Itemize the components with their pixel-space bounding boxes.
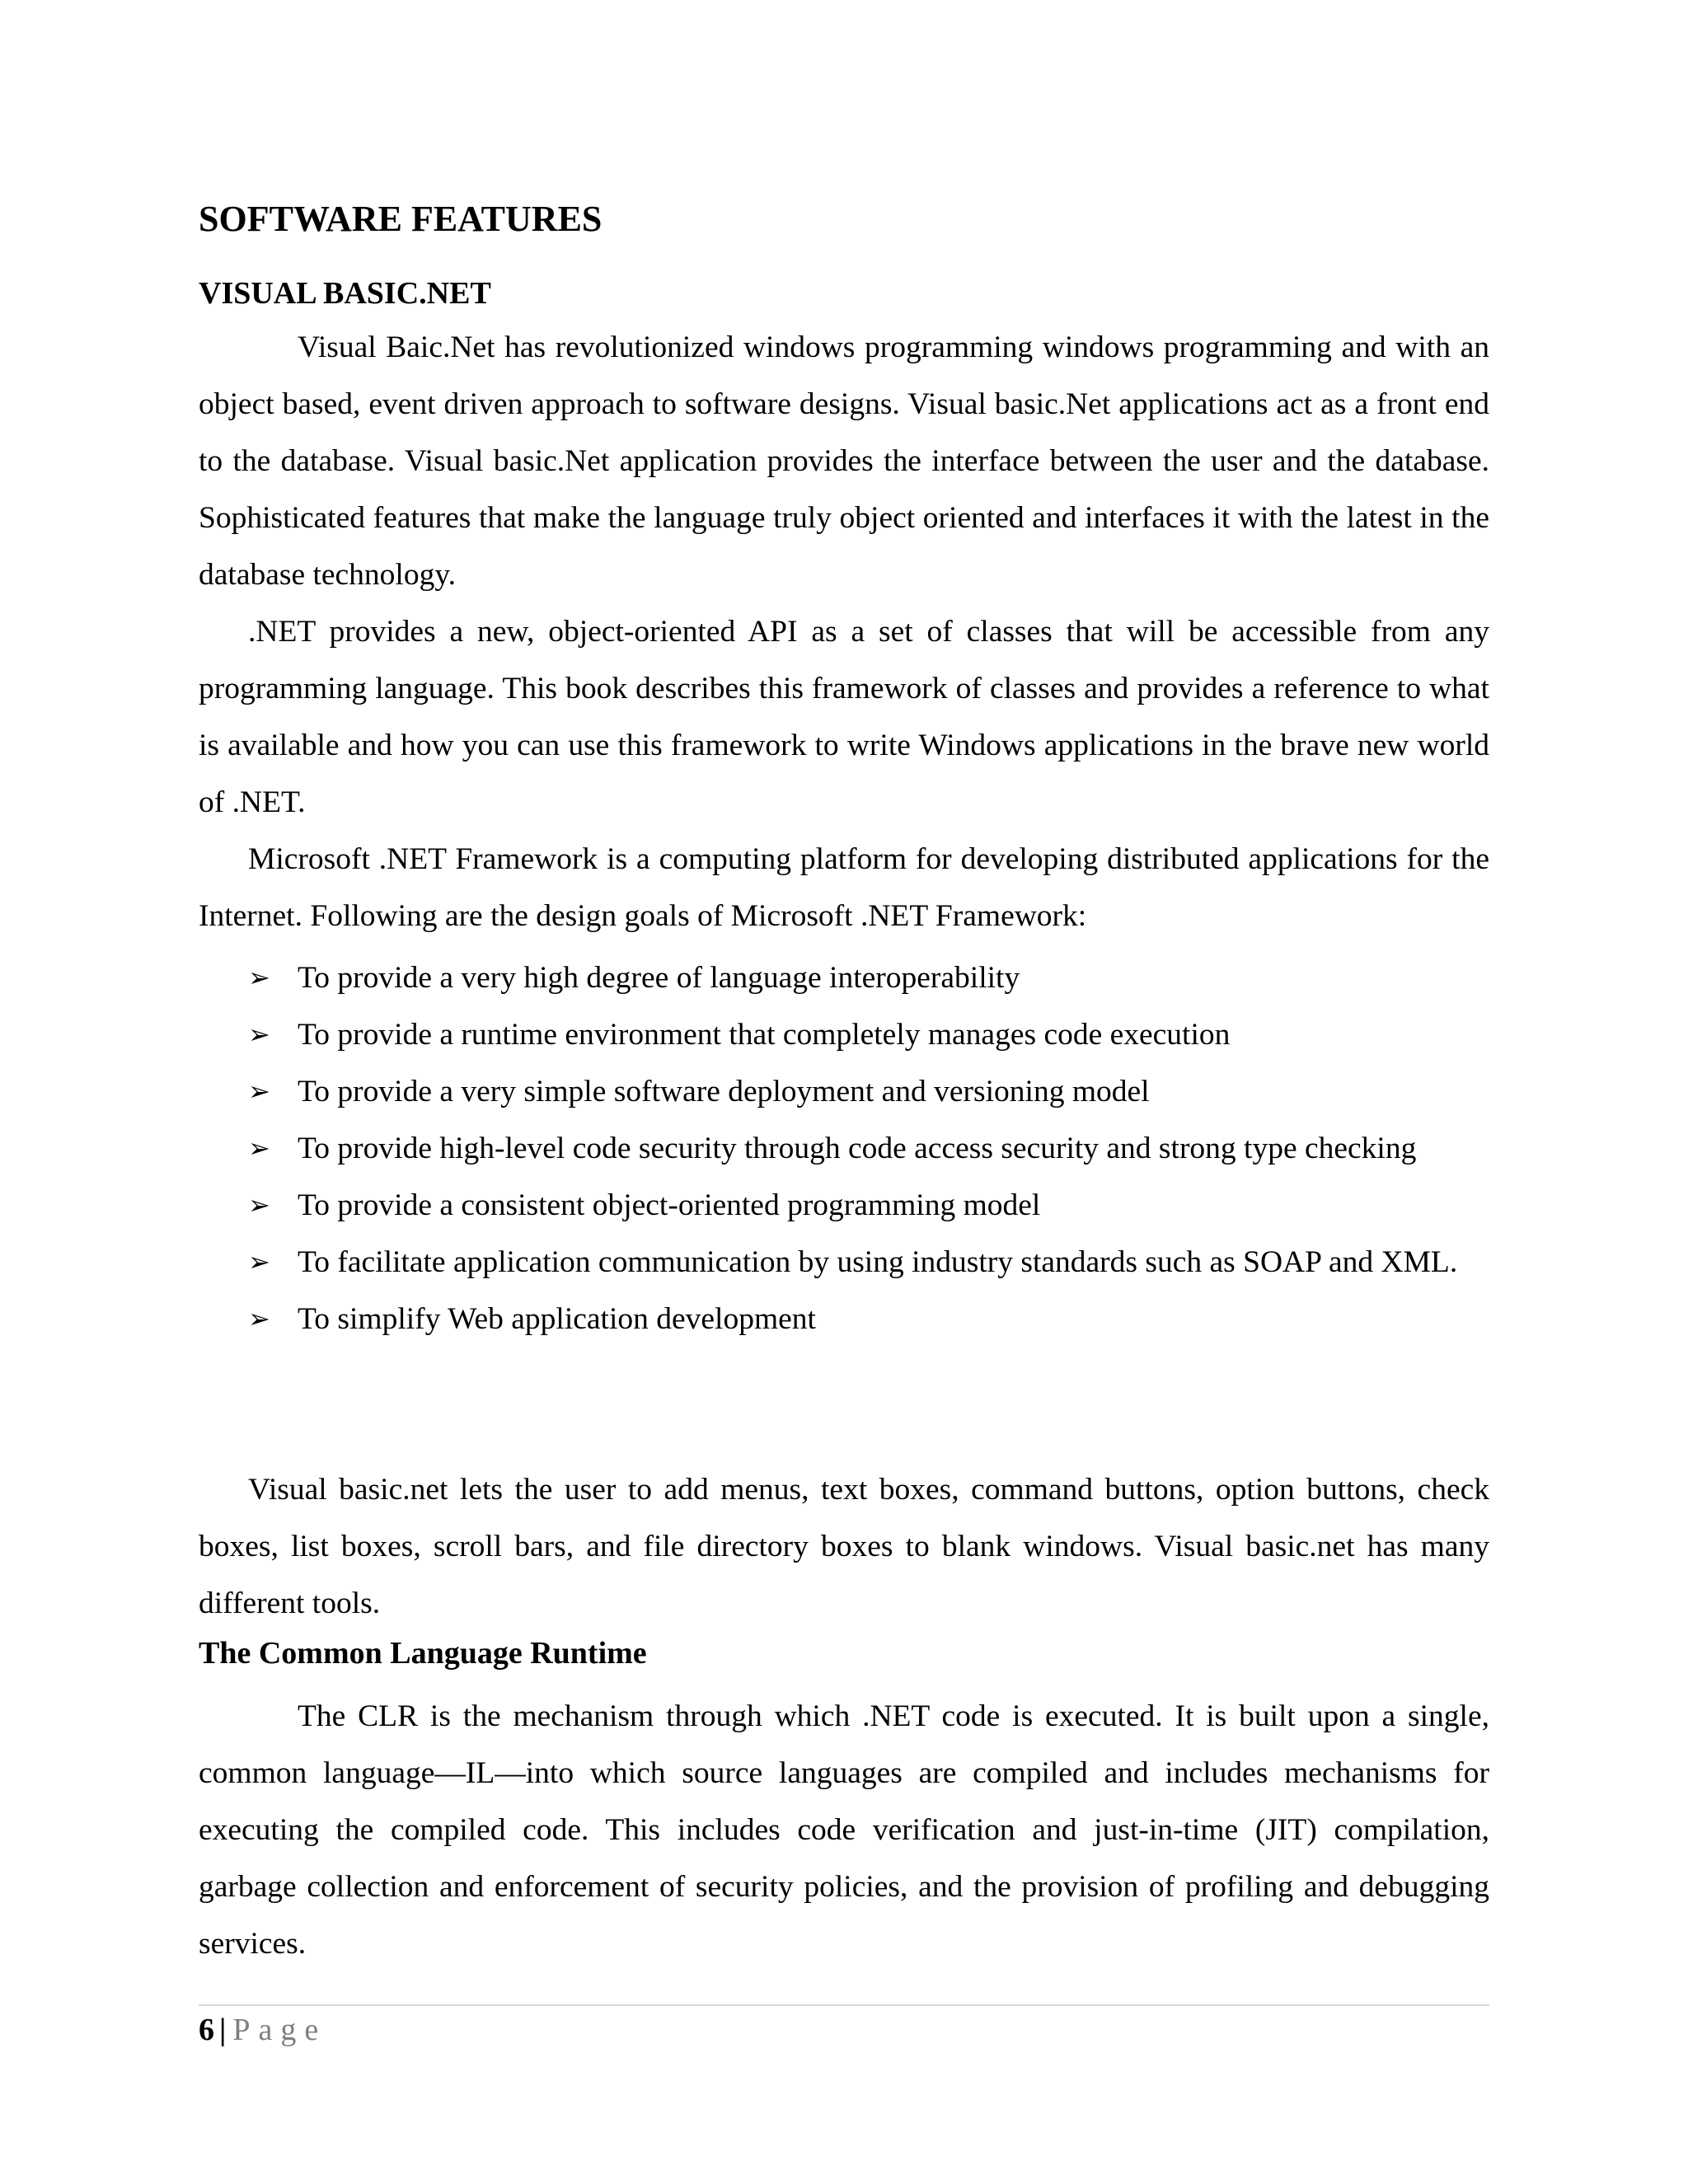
list-item bbox=[199, 1063, 1489, 1120]
page-label: Page bbox=[232, 2013, 327, 2047]
list-item-text: To provide high-level code security through code access security and strong type checking bbox=[298, 1132, 1417, 1165]
paragraph-clr: The CLR is the mechanism through which .NET code is executed. It is built upon a single, common language—IL—into which source languages are compiled and includes mechanisms for executing the compiled code. This includes code verification and just-in-time (JIT) compilation, garbage collection and enforcement of security policies, and the provision of profiling and debugging services. bbox=[199, 1699, 1489, 1961]
page-footer bbox=[199, 2009, 326, 2050]
list-item bbox=[199, 1006, 1489, 1063]
page-number: 6 bbox=[199, 2013, 214, 2047]
list-item bbox=[199, 949, 1489, 1006]
arrow-bullet-icon: ➢ bbox=[248, 1246, 270, 1277]
arrow-bullet-icon: ➢ bbox=[248, 1303, 270, 1334]
arrow-bullet-icon: ➢ bbox=[248, 1132, 270, 1164]
list-item bbox=[199, 1177, 1489, 1234]
list-item bbox=[199, 1120, 1489, 1177]
arrow-bullet-icon: ➢ bbox=[248, 1189, 270, 1221]
list-item-text: To provide a very high degree of language interoperability bbox=[298, 961, 1020, 995]
arrow-bullet-icon: ➢ bbox=[248, 962, 270, 993]
section-title-clr: The Common Language Runtime bbox=[199, 1636, 647, 1671]
arrow-bullet-icon: ➢ bbox=[248, 1019, 270, 1050]
list-item-text: To simplify Web application development bbox=[298, 1302, 816, 1336]
arrow-bullet-icon: ➢ bbox=[248, 1076, 270, 1107]
paragraph-closing: Visual basic.net lets the user to add menus, text boxes, command buttons, option buttons, check boxes, list boxes, scroll bars, and file directory boxes to blank windows. Visual basic.net has many different tools. bbox=[199, 1473, 1489, 1620]
footer-separator: | bbox=[219, 2013, 227, 2047]
page-heading: SOFTWARE FEATURES bbox=[199, 199, 603, 239]
section-title-visual-basic: VISUAL BASIC.NET bbox=[199, 276, 491, 311]
list-item bbox=[199, 1234, 1489, 1291]
list-item-text: To provide a runtime environment that completely manages code execution bbox=[298, 1018, 1231, 1052]
list-item-text: To provide a very simple software deployment and versioning model bbox=[298, 1075, 1150, 1108]
paragraph-framework: Microsoft .NET Framework is a computing platform for developing distributed applications for the Internet. Following are the design goals of Microsoft .NET Framework: bbox=[199, 842, 1489, 933]
list-item bbox=[199, 1291, 1489, 1347]
paragraph-intro: Visual Baic.Net has revolutionized windows programming windows programming and with an object based, event driven approach to software designs. Visual basic.Net applications act as a front end to the database. Visual basic.Net application provides the interface between the user and the database. Sophisticated features that make the language truly object oriented and interfaces it with the latest in the database technology. bbox=[199, 330, 1489, 592]
design-goals-list bbox=[199, 949, 1489, 1347]
list-item-text: To facilitate application communication by using industry standards such as SOAP and XML. bbox=[298, 1245, 1458, 1279]
footer-divider bbox=[199, 2004, 1489, 2006]
paragraph-dotnet-api: .NET provides a new, object-oriented API as a set of classes that will be accessible from any programming language. This book describes this framework of classes and provides a reference to what is available and how you can use this framework to write Windows applications in the brave new world of .NET. bbox=[199, 615, 1489, 819]
list-item-text: To provide a consistent object-oriented programming model bbox=[298, 1188, 1041, 1222]
